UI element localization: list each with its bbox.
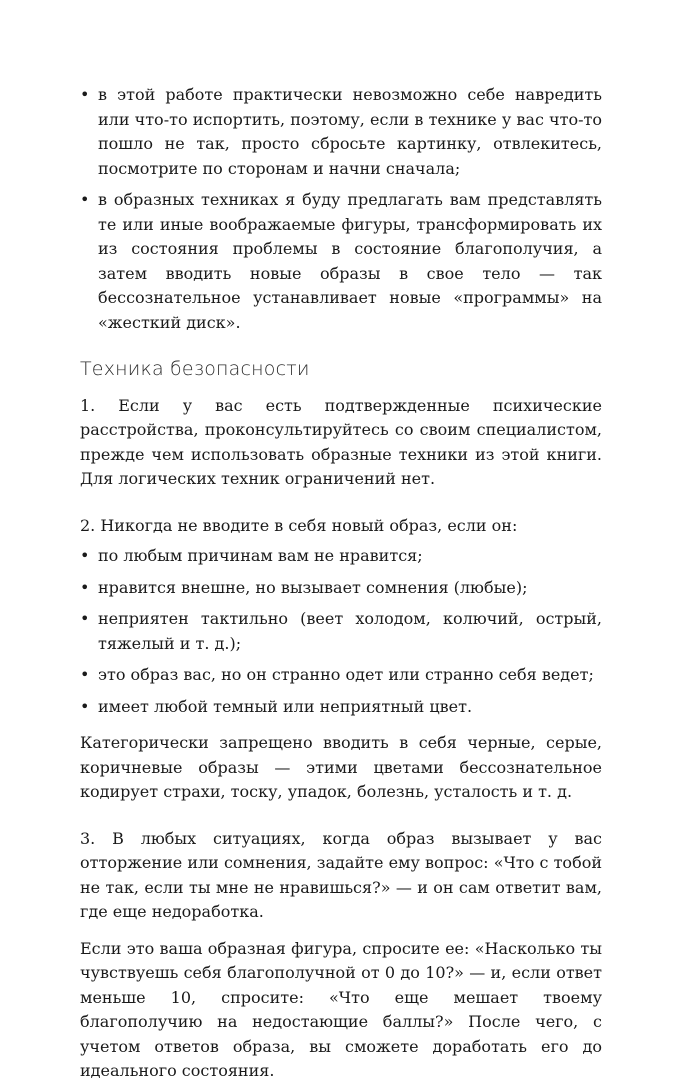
list-item: • в этой работе практически невозможно себе навредить или что-то испортить, поэтому, если в технике у вас что-то пошло не так, просто сбросьте картинку, отвлекитесь, посмотрите по сторонам и начни сначала; bbox=[80, 83, 602, 181]
list-item: • в образных техниках я буду предлагать вам представлять те или иные воображаемые фигуры, трансформировать их из состояния проблемы в состояние благополучия, а затем вводить новые образы в свое тело — так бессознательное устанавливает новые «программы» на «жесткий диск». bbox=[80, 188, 602, 335]
list-item: • это образ вас, но он странно одет или странно себя ведет; bbox=[80, 663, 602, 688]
list-item: • по любым причинам вам не нравится; bbox=[80, 544, 602, 569]
rule-2-bullet-list bbox=[80, 544, 602, 719]
final-paragraph: Если это ваша образная фигура, спросите ее: «Насколько ты чувствуешь себя благополучной от 0 до 10?» — и, если ответ меньше 10, спросите: «Что еще мешает твоему благополучию на недостающие баллы?» После чего, с учетом ответов образа, вы сможете доработать его до идеального состояния. bbox=[80, 938, 602, 1080]
rule-3-paragraph: 3. В любых ситуациях, когда образ вызывает у вас отторжение или сомнения, задайте ему вопрос: «Что с тобой не так, если ты мне не нравишься?» — и он сам ответит вам, где еще недоработка. bbox=[80, 828, 602, 921]
section-heading: Техника безопасности bbox=[80, 358, 310, 380]
page-content bbox=[80, 83, 602, 1084]
list-item: • неприятен тактильно (веет холодом, колючий, острый, тяжелый и т. д.); bbox=[80, 607, 602, 656]
rule-2-lead: 2. Никогда не вводите в себя новый образ, если он: bbox=[80, 515, 518, 535]
list-item: • нравится внешне, но вызывает сомнения (любые); bbox=[80, 576, 602, 601]
rule-1-paragraph: 1. Если у вас есть подтвержденные психические расстройства, проконсультируйтесь со своим специалистом, прежде чем использовать образные техники из этой книги. Для логических техник ограничений нет. bbox=[80, 395, 602, 488]
intro-bullet-list bbox=[80, 83, 602, 335]
colors-paragraph: Категорически запрещено вводить в себя черные, серые, коричневые образы — этими цветами бессознательное кодирует страхи, тоску, упадок, болезнь, усталость и т. д. bbox=[80, 733, 602, 801]
list-item: • имеет любой темный или неприятный цвет. bbox=[80, 695, 602, 720]
